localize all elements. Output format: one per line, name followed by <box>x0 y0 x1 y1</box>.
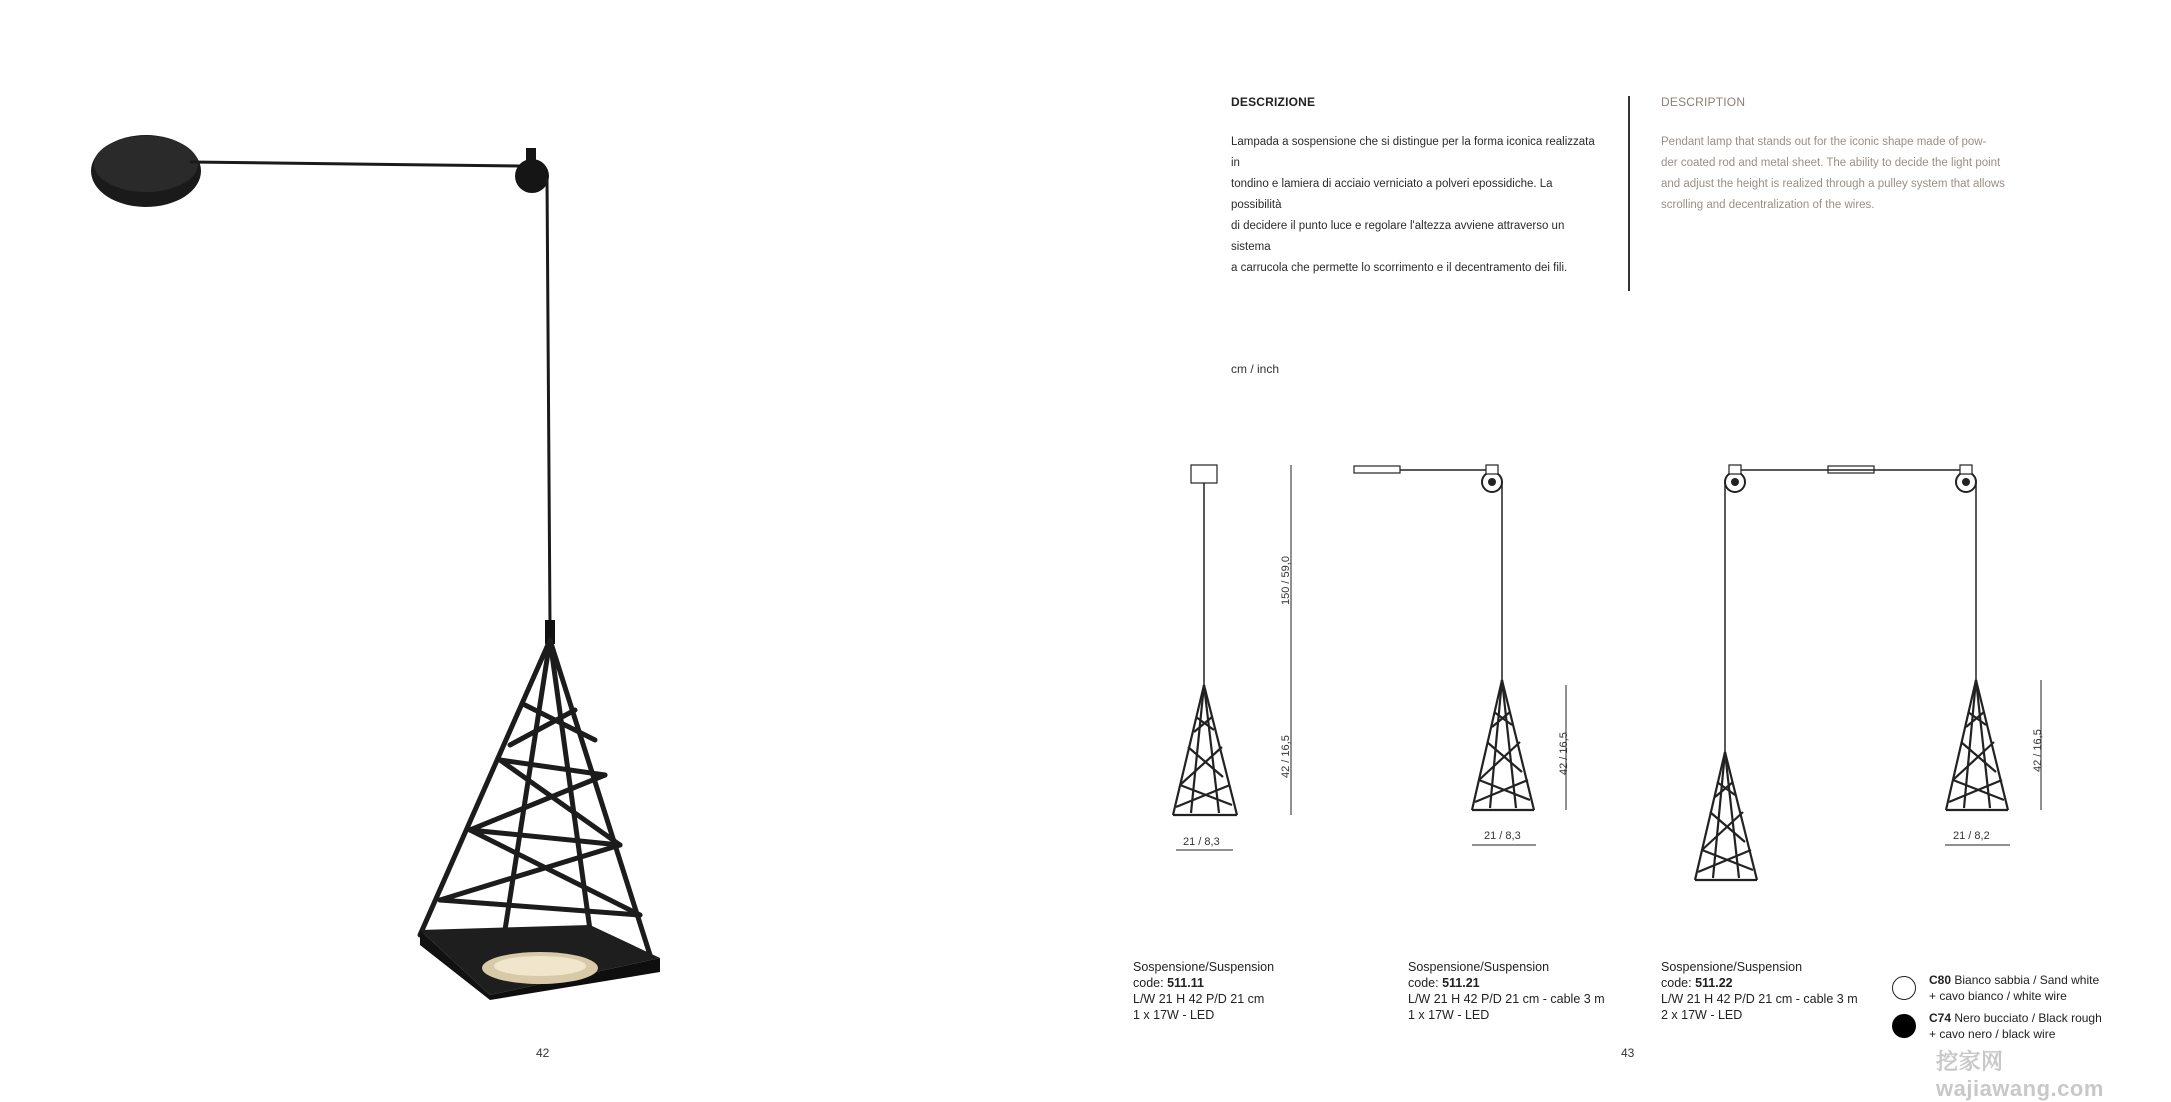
product-spec-511-21: Sospensione/Suspension code: 511.21 L/W 21 H 42 P/D 21 cm - cable 3 m 1 x 17W - LED <box>1408 960 1605 1022</box>
finish-black-label: C74 Nero bucciato / Black rough + cavo nero / black wire <box>1929 1011 2102 1041</box>
column-divider <box>1628 96 1630 291</box>
horizontal-cable <box>190 162 520 166</box>
product-spec-511-11: Sospensione/Suspension code: 511.11 L/W 21 H 42 P/D 21 cm 1 x 17W - LED <box>1133 960 1275 1022</box>
finish-swatch-black <box>1892 1014 1916 1038</box>
description-it-text: Lampada a sospensione che si distingue per la forma iconica realizzata in tondino e lamiera di acciaio verniciato a polveri epossidiche. La possibilità di decidere il punto luce e regolare l'altezza avviene attraverso un sistema a carrucola che permette lo scorrimento e il decentramento dei fili. <box>1231 136 1595 274</box>
dim-width-3: 21 / 8,2 <box>1953 830 1990 842</box>
vertical-cable <box>547 178 550 625</box>
dim-total-height-1: 150 / 59,0 <box>1280 556 1292 605</box>
finish-white-label: C80 Bianco sabbia / Sand white + cavo bianco / white wire <box>1929 973 2100 1003</box>
description-en-title: DESCRIPTION <box>1661 95 1746 109</box>
watermark: 挖家网 wajiawang.com <box>1936 1049 2104 1101</box>
left-page-number: 42 <box>536 1046 550 1060</box>
dim-shade-height-2: 42 / 16,5 <box>1558 732 1570 775</box>
drawing-511-21 <box>1350 455 1600 855</box>
shade-frame <box>420 640 650 955</box>
finish-swatch-white <box>1892 976 1916 1000</box>
dim-shade-height-3: 42 / 16,5 <box>2032 729 2044 772</box>
right-page-number: 43 <box>1621 1046 1635 1060</box>
product-spec-511-22: Sospensione/Suspension code: 511.22 L/W 21 H 42 P/D 21 cm - cable 3 m 2 x 17W - LED <box>1661 960 1858 1022</box>
pulley <box>515 159 549 193</box>
units-label: cm / inch <box>1231 362 1280 376</box>
dim-width-2: 21 / 8,3 <box>1484 830 1521 842</box>
drawing-511-22 <box>1680 455 2060 895</box>
product-photo <box>0 0 1080 1086</box>
dim-width-1: 21 / 8,3 <box>1183 836 1220 848</box>
description-it-title: DESCRIZIONE <box>1231 95 1316 109</box>
drawing-511-11 <box>1160 455 1340 855</box>
description-en-text: Pendant lamp that stands out for the iconic shape made of pow- der coated rod and metal sheet. The ability to decide the light point and adjust the height is realized through a pulley system that allows scrolling and decentralization of the wires. <box>1661 136 2005 211</box>
dim-shade-height-1: 42 / 16,5 <box>1280 735 1292 778</box>
